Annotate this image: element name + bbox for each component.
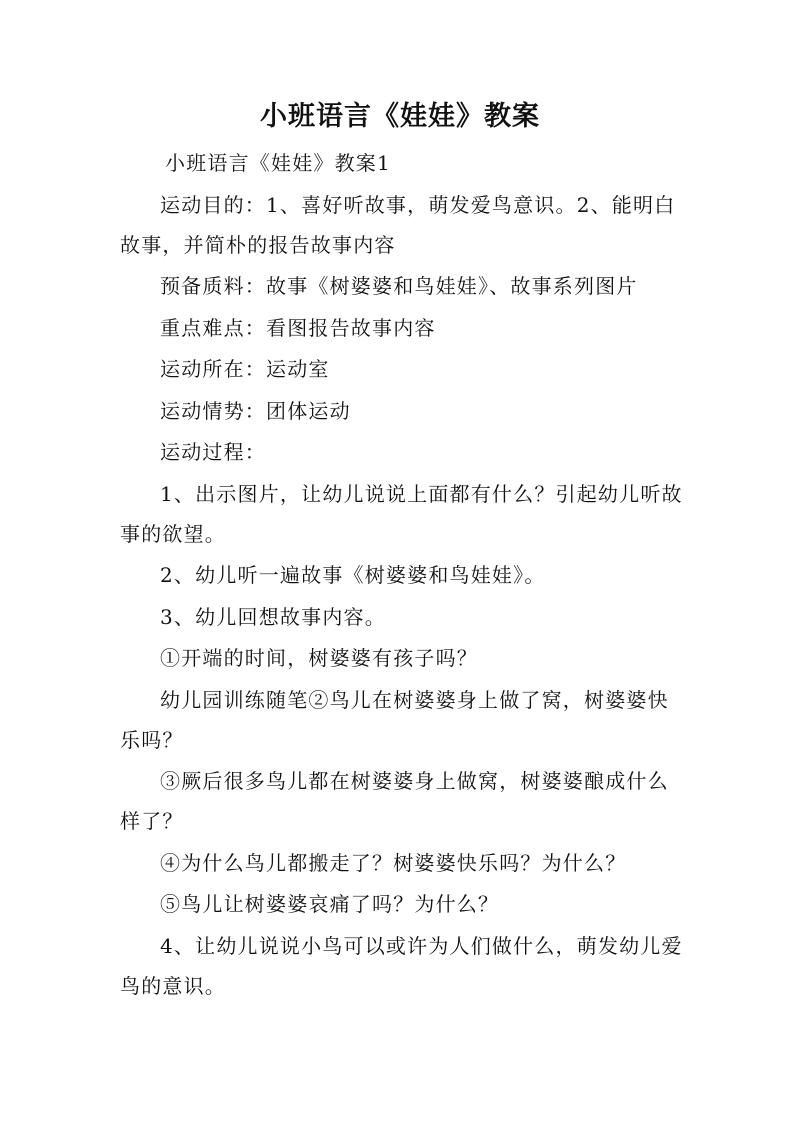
document-title: 小班语言《娃娃》教案 — [260, 101, 540, 132]
paragraph-key-points: 重点难点：看图报告故事内容 — [160, 315, 436, 340]
paragraph-format: 运动情势：团体运动 — [160, 398, 351, 423]
paragraph-objectives: 运动目的：1、喜好听故事，萌发爱鸟意识。2、能明白故事，并简朴的报告故事内容 — [120, 192, 676, 257]
paragraph-question-5: ⑤鸟儿让树婆婆哀痛了吗？为什么？ — [160, 892, 500, 916]
section-heading: 小班语言《娃娃》教案1 — [165, 151, 391, 175]
paragraph-process-heading: 运动过程： — [160, 440, 266, 464]
paragraph-question-3: ③厥后很多鸟儿都在树婆婆身上做窝，树婆婆酿成什么样了？ — [120, 769, 669, 833]
paragraph-question-1: ①开端的时间，树婆婆有孩子吗？ — [160, 646, 478, 670]
paragraph-location: 运动所在：运动室 — [160, 357, 330, 381]
paragraph-step-3: 3、幼儿回想故事内容。 — [160, 604, 386, 629]
paragraph-step-1: 1、出示图片，让幼儿说说上面都有什么？引起幼儿听故事的欲望。 — [120, 481, 683, 546]
paragraph-step-4: 4、让幼儿说说小鸟可以或许为人们做什么，萌发幼儿爱鸟的意识。 — [120, 933, 683, 998]
paragraph-question-4: ④为什么鸟儿都搬走了？树婆婆快乐吗？为什么？ — [160, 850, 627, 875]
document-body — [120, 143, 685, 1007]
paragraph-step-2: 2、幼儿听一遍故事《树婆婆和鸟娃娃》。 — [160, 563, 546, 587]
paragraph-materials: 预备质料：故事《树婆婆和鸟娃娃》、故事系列图片 — [160, 274, 638, 298]
paragraph-question-2: 幼儿园训练随笔②鸟儿在树婆婆身上做了窝，树婆婆快乐吗？ — [120, 687, 669, 752]
